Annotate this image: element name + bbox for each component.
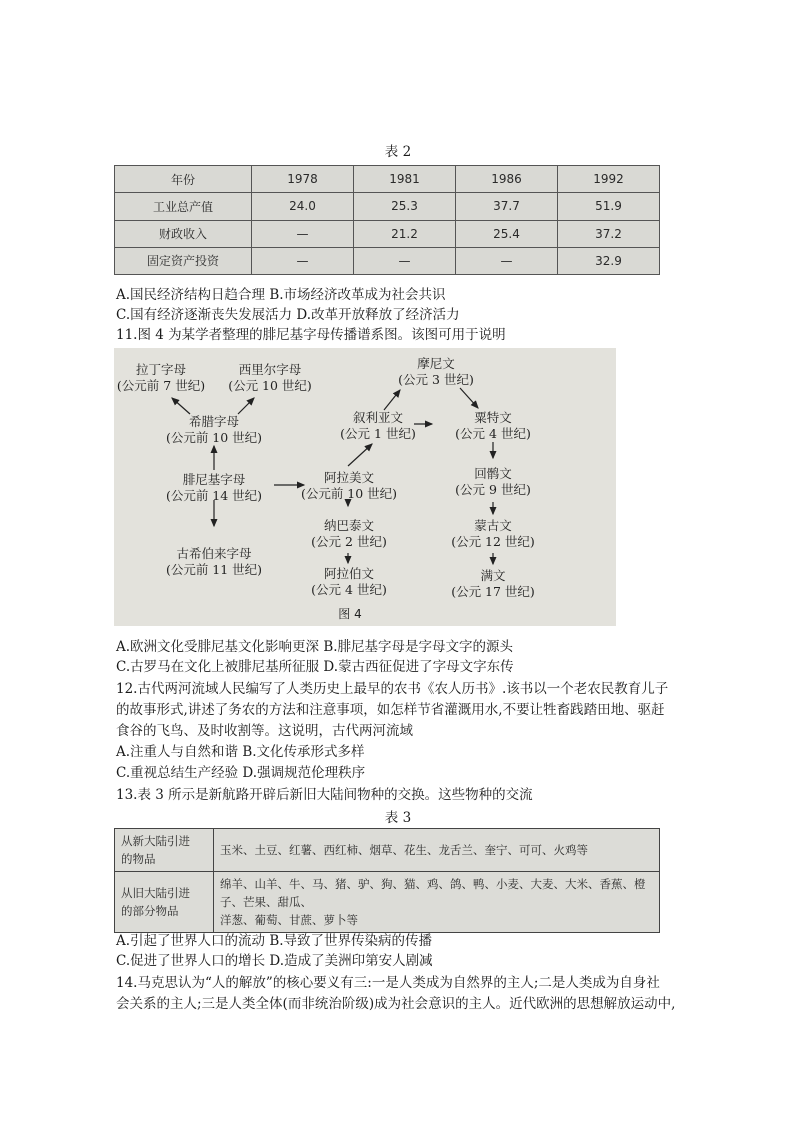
header-text: 的部分物品 bbox=[121, 904, 179, 918]
cell-text: 绵羊、山羊、牛、马、猪、驴、狗、猫、鸡、鸽、鸭、小麦、大麦、大米、香蕉、橙子、芒果、甜瓜、 bbox=[220, 877, 646, 909]
table-cell: 32.9 bbox=[558, 247, 660, 274]
node-name: 阿拉美文 bbox=[323, 470, 374, 485]
header-text: 从新大陆引进 bbox=[121, 834, 190, 848]
q10-options-cd: C.国有经济逐渐丧失发展活力 D.改革开放释放了经济活力 bbox=[116, 307, 460, 323]
table-header-cell bbox=[115, 829, 214, 872]
figure-4-diagram bbox=[114, 348, 616, 626]
q13-options-cd: C.促进了世界人口的增长 D.造成了美洲印第安人剧减 bbox=[116, 953, 433, 969]
table-cell: 玉米、土豆、红薯、西红柿、烟草、花生、龙舌兰、奎宁、可可、火鸡等 bbox=[214, 829, 660, 872]
node-date: (公元前 10 世纪) bbox=[165, 430, 263, 445]
node-sogdian bbox=[448, 410, 538, 442]
table-row bbox=[115, 193, 660, 220]
node-date: (公元前 7 世纪) bbox=[116, 378, 206, 393]
table-row bbox=[115, 166, 660, 193]
table-cell bbox=[214, 872, 660, 933]
table-cell: — bbox=[252, 247, 354, 274]
arrow-greek-cyrillic bbox=[238, 398, 254, 414]
node-cyrillic bbox=[222, 362, 318, 394]
table3 bbox=[114, 828, 660, 933]
q12-stem-line1: 12.古代两河流域人民编写了人类历史上最早的农书《农人历书》.该书以一个老农民教育儿子 bbox=[116, 681, 669, 697]
table-cell: 21.2 bbox=[354, 220, 456, 247]
table-cell: 37.2 bbox=[558, 220, 660, 247]
node-date: (公元前 11 世纪) bbox=[165, 562, 263, 577]
node-date: (公元前 10 世纪) bbox=[300, 486, 398, 501]
node-name: 蒙古文 bbox=[474, 518, 512, 533]
node-hebrew bbox=[154, 546, 274, 578]
node-name: 西里尔字母 bbox=[238, 362, 302, 377]
table-cell: 25.3 bbox=[354, 193, 456, 220]
node-manichaean bbox=[394, 356, 478, 388]
q12-options-ab: A.注重人与自然和谐 B.文化传承形式多样 bbox=[116, 744, 365, 760]
table-cell: — bbox=[456, 247, 558, 274]
node-aramaic bbox=[294, 470, 404, 502]
node-name: 拉丁字母 bbox=[135, 362, 186, 377]
q11-stem: 11.图 4 为某学者整理的腓尼基字母传播谱系图。该图可用于说明 bbox=[116, 327, 506, 343]
table-cell: 1978 bbox=[252, 166, 354, 193]
q12-stem-line2: 的故事形式,讲述了务农的方法和注意事项，如怎样节省灌溉用水,不要让牲畜践踏田地、驱赶 bbox=[116, 702, 665, 718]
node-greek bbox=[154, 414, 274, 446]
table-cell: 固定资产投资 bbox=[115, 247, 252, 274]
figure-caption: 图 4 bbox=[338, 607, 362, 621]
node-date: (公元 3 世纪) bbox=[398, 372, 474, 387]
table-row bbox=[115, 247, 660, 274]
table-cell: 1992 bbox=[558, 166, 660, 193]
q14-stem-line1: 14.马克思认为“人的解放”的核心要义有三:一是人类成为自然界的主人;二是人类成为自身社 bbox=[116, 975, 660, 991]
node-manchu bbox=[444, 568, 542, 600]
node-name: 摩尼文 bbox=[417, 356, 455, 371]
node-name: 希腊字母 bbox=[188, 414, 239, 429]
table-row bbox=[115, 829, 660, 872]
q11-options-ab: A.欧洲文化受腓尼基文化影响更深 B.腓尼基字母是字母文字的源头 bbox=[116, 639, 514, 655]
q12-stem-line3: 食谷的飞鸟、及时收割等。这说明，古代两河流域 bbox=[116, 723, 413, 739]
q13-stem: 13.表 3 所示是新航路开辟后新旧大陆间物种的交换。这些物种的交流 bbox=[116, 787, 533, 803]
table3-caption: 表 3 bbox=[384, 810, 412, 826]
table-cell: 51.9 bbox=[558, 193, 660, 220]
node-uyghur bbox=[448, 466, 538, 498]
arrow-aramaic-syriac bbox=[348, 444, 372, 466]
node-date: (公元 10 世纪) bbox=[228, 378, 312, 393]
table-cell: 37.7 bbox=[456, 193, 558, 220]
table-cell: 工业总产值 bbox=[115, 193, 252, 220]
table-header-cell bbox=[115, 872, 214, 933]
node-name: 满文 bbox=[480, 568, 506, 583]
node-phoenician bbox=[154, 472, 274, 504]
node-name: 叙利亚文 bbox=[352, 410, 403, 425]
q11-options-cd: C.古罗马在文化上被腓尼基所征服 D.蒙古西征促进了字母文字东传 bbox=[116, 659, 514, 675]
cell-text: 洋葱、葡萄、甘蔗、萝卜等 bbox=[220, 913, 358, 927]
node-name: 阿拉伯文 bbox=[323, 566, 374, 581]
node-latin bbox=[116, 362, 206, 394]
node-date: (公元 9 世纪) bbox=[455, 482, 531, 497]
node-date: (公元 1 世纪) bbox=[340, 426, 416, 441]
table-row bbox=[115, 872, 660, 933]
table-cell: — bbox=[354, 247, 456, 274]
header-text: 的物品 bbox=[121, 852, 156, 866]
table-cell: 年份 bbox=[115, 166, 252, 193]
node-syriac bbox=[336, 410, 420, 442]
node-date: (公元 17 世纪) bbox=[451, 584, 535, 599]
table2 bbox=[114, 165, 660, 275]
node-name: 粟特文 bbox=[474, 410, 512, 425]
q13-options-ab: A.引起了世界人口的流动 B.导致了世界传染病的传播 bbox=[116, 933, 433, 949]
node-name: 纳巴泰文 bbox=[323, 518, 374, 533]
header-text: 从旧大陆引进 bbox=[121, 886, 190, 900]
q12-options-cd: C.重视总结生产经验 D.强调规范伦理秩序 bbox=[116, 765, 366, 781]
node-name: 腓尼基字母 bbox=[182, 472, 246, 487]
arrow-syriac-manichaean bbox=[384, 390, 400, 410]
node-name: 古希伯来字母 bbox=[176, 546, 252, 561]
node-date: (公元 2 世纪) bbox=[311, 534, 387, 549]
node-date: (公元前 14 世纪) bbox=[165, 488, 263, 503]
arrow-greek-latin bbox=[172, 398, 190, 414]
arrow-manichaean-sogdian bbox=[460, 388, 478, 408]
node-date: (公元 4 世纪) bbox=[311, 582, 387, 597]
table-cell: 财政收入 bbox=[115, 220, 252, 247]
table-cell: 1986 bbox=[456, 166, 558, 193]
table-row bbox=[115, 220, 660, 247]
table-cell: 25.4 bbox=[456, 220, 558, 247]
node-name: 回鹘文 bbox=[474, 466, 512, 481]
table2-caption: 表 2 bbox=[384, 144, 412, 160]
node-date: (公元 4 世纪) bbox=[455, 426, 531, 441]
q14-stem-line2: 会关系的主人;三是人类全体(而非统治阶级)成为社会意识的主人。近代欧洲的思想解放运动中, bbox=[116, 996, 676, 1012]
table-cell: — bbox=[252, 220, 354, 247]
node-date: (公元 12 世纪) bbox=[451, 534, 535, 549]
node-arabic bbox=[304, 566, 394, 598]
node-mongolian bbox=[444, 518, 542, 550]
q10-options-ab: A.国民经济结构日趋合理 B.市场经济改革成为社会共识 bbox=[116, 287, 446, 303]
table-cell: 1981 bbox=[354, 166, 456, 193]
table-cell: 24.0 bbox=[252, 193, 354, 220]
node-nabataean bbox=[304, 518, 394, 550]
